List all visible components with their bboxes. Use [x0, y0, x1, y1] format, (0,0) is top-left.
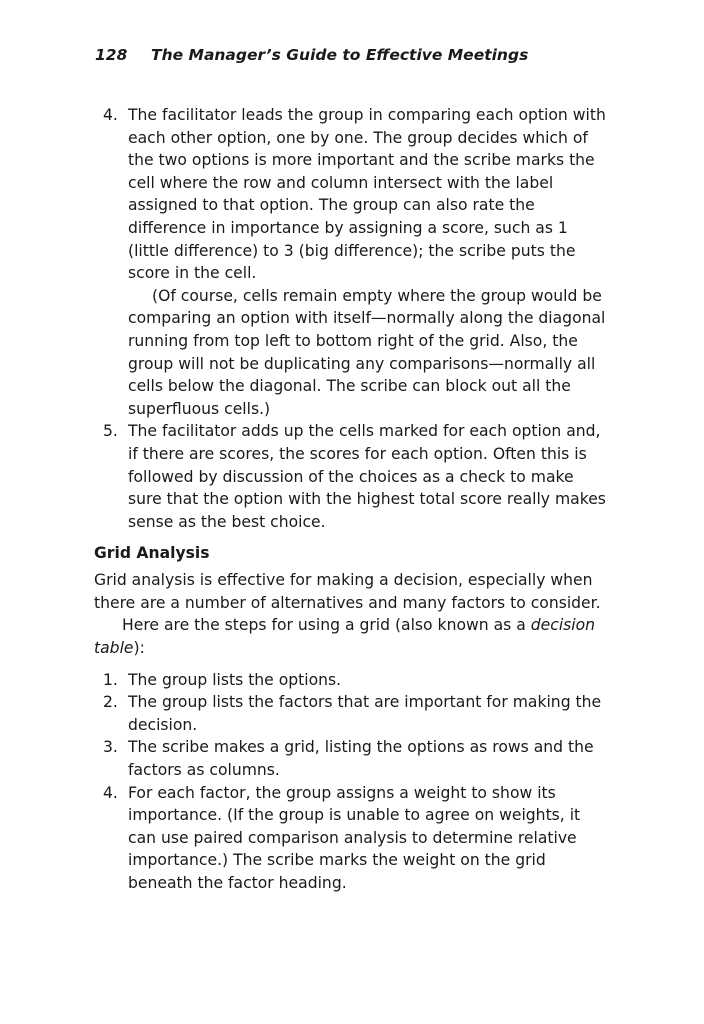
section-heading: Grid Analysis	[94, 544, 210, 563]
list-paragraph: The facilitator adds up the cells marked for each option and, if there are scores, the scores for each option. Often this is followed by discussion of the choices as a check to make sure that the option with the highest total score really makes sense as the best choice.	[128, 422, 606, 531]
list-paragraph: The group lists the options.	[128, 670, 342, 689]
list-paragraph: The facilitator leads the group in comparing each option with each other option, one by one. The group decides which of the two options is more important and the scribe marks the cell where the row and column intersect with the label assigned to that option. The group can also rate the difference in importance by assigning a score, such as 1 (little difference) to 3 (big difference); the scribe puts the score in the cell.	[128, 106, 606, 283]
list-item	[94, 104, 610, 420]
list-number: 4.	[103, 783, 118, 802]
list-item	[94, 669, 610, 692]
list-number: 4.	[103, 106, 118, 124]
list-number: 3.	[103, 738, 118, 757]
steps-intro-end: ):	[133, 639, 145, 658]
list-number: 1.	[103, 670, 118, 689]
list-item	[94, 782, 610, 895]
page-number: 128	[95, 46, 128, 64]
list-item	[94, 420, 610, 533]
list-item	[94, 691, 610, 736]
list-paragraph: The group lists the factors that are important for making the decision.	[128, 693, 602, 734]
section-intro-paragraph: Grid analysis is effective for making a decision, especially when there are a number of alternatives and many factors to consider.	[94, 571, 601, 612]
list-item	[94, 736, 610, 781]
list-paragraph: For each factor, the group assigns a weight to show its importance. (If the group is unable to agree on weights, it can use paired comparison analysis to determine relative importance.) The scribe marks the weight on the grid beneath the factor heading.	[128, 783, 581, 892]
steps-intro-text: Here are the steps for using a grid (also known as a	[122, 616, 531, 635]
list-number: 5.	[103, 422, 118, 441]
body-text	[94, 104, 610, 895]
steps-intro-paragraph	[94, 614, 610, 659]
running-header	[95, 46, 528, 64]
decision-table-term: decision table	[94, 616, 596, 658]
paired-comparison-steps-list	[94, 104, 610, 533]
list-paragraph: (Of course, cells remain empty where the group would be comparing an option with itself—normally along the diagonal running from top left to bottom right of the grid. Also, the group will not be duplicating any comparisons—normally all cells below the diagonal. The scribe can block out all the superfluous cells.)	[128, 286, 606, 418]
list-paragraph: The scribe makes a grid, listing the options as rows and the factors as columns.	[128, 738, 594, 780]
book-title: The Manager’s Guide to Effective Meetings	[151, 46, 529, 64]
list-number: 2.	[103, 693, 118, 712]
grid-analysis-steps-list	[94, 669, 610, 895]
